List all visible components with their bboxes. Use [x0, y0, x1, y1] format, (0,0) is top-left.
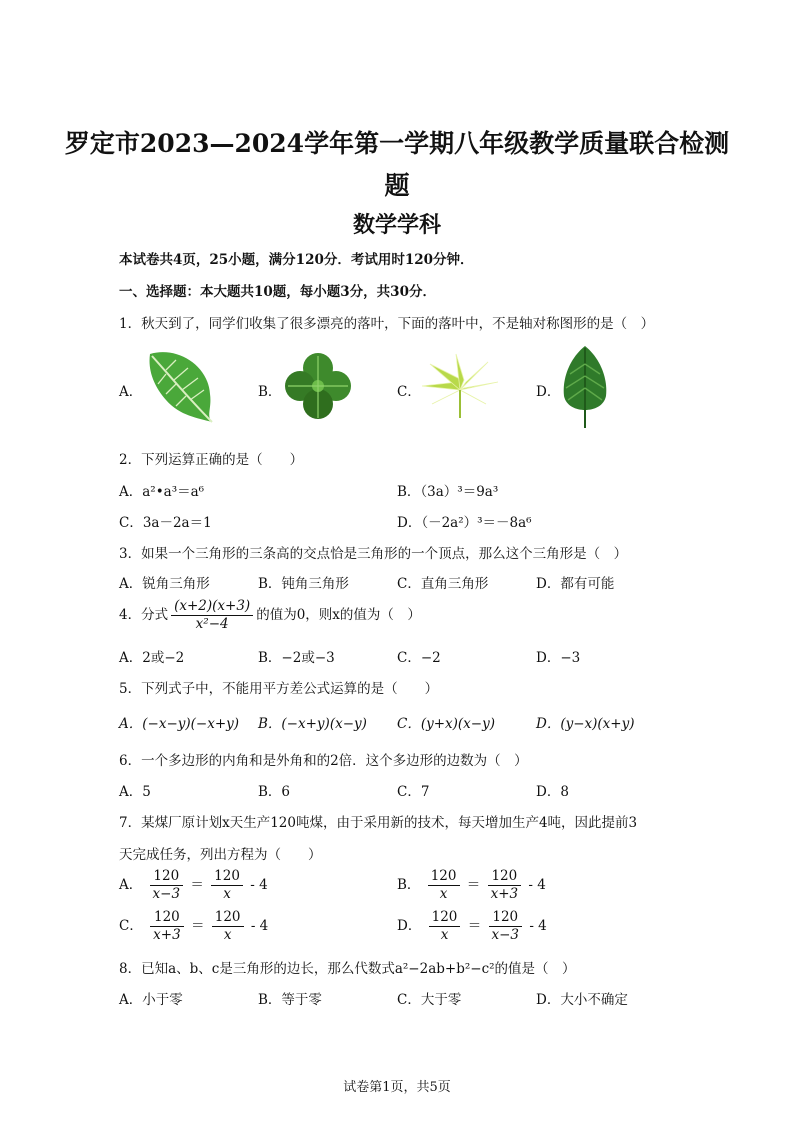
- q8-stem: 8．已知a、b、c是三角形的边长，那么代数式a²−2ab+b²−c²的值是（ ）: [119, 961, 576, 977]
- q7-c-left-num: 120: [150, 909, 184, 927]
- q1-option-a-label: A．: [119, 384, 143, 400]
- page-footer: 试卷第1页，共5页: [343, 1080, 451, 1095]
- q8-option-d: D．大小不确定: [536, 992, 628, 1008]
- q7-a-left-num: 120: [150, 868, 184, 886]
- section-1-heading: 一、选择题：本大题共10题，每小题3分，共30分．: [119, 284, 436, 300]
- q8-option-c: C．大于零: [397, 992, 462, 1008]
- q4-suffix: 的值为0，则x的值为（ ）: [256, 607, 421, 623]
- q7-option-d-label: D．: [397, 918, 422, 934]
- q4-denominator: x²−4: [195, 616, 229, 632]
- q7-d-left-num: 120: [429, 909, 461, 927]
- q2-stem: 2．下列运算正确的是（ ）: [119, 452, 304, 468]
- q7-d-right-fraction: [489, 909, 523, 944]
- q4-option-c: C．−2: [397, 650, 441, 666]
- q7-c-left-den: x+3: [153, 927, 181, 943]
- q5-option-b: B．(−x+y)(x−y): [258, 716, 367, 732]
- q7-stem-line2: 天完成任务，列出方程为（ ）: [119, 847, 322, 863]
- q6-stem: 6．一个多边形的内角和是外角和的2倍．这个多边形的边数为（ ）: [119, 753, 528, 769]
- q7-b-equals: ＝: [466, 877, 481, 893]
- q7-b-left-num: 120: [428, 868, 460, 886]
- q2-option-c: C．3a－2a＝1: [119, 515, 212, 531]
- leaf-d-image: [560, 344, 610, 430]
- q7-b-right-fraction: [488, 868, 522, 903]
- q6-option-b: B．6: [258, 784, 291, 800]
- leaf-a-image: [146, 348, 216, 424]
- q8-option-a: A．小于零: [119, 992, 183, 1008]
- q7-b-left-fraction: [428, 868, 460, 903]
- q5-option-a: A．(−x−y)(−x+y): [119, 716, 240, 732]
- q3-option-a: A．锐角三角形: [119, 576, 210, 592]
- q4-prefix: 4．分式: [119, 607, 169, 623]
- q1-option-b-label: B．: [258, 384, 282, 400]
- q6-option-d: D．8: [536, 784, 569, 800]
- q7-a-right-fraction: [211, 868, 243, 903]
- q7-stem-line1: 7．某煤厂原计划x天生产120吨煤，由于采用新的技术，每天增加生产4吨，因此提前3: [119, 815, 638, 831]
- q7-a-tail: - 4: [250, 877, 268, 893]
- subject-title: 数学学科: [352, 212, 441, 238]
- q1-option-d-label: D．: [536, 384, 561, 400]
- q7-option-d: [397, 909, 547, 944]
- q8-option-b: B．等于零: [258, 992, 322, 1008]
- q7-d-right-den: x−3: [491, 927, 520, 943]
- exam-intro: 本试卷共4页，25小题，满分120分．考试用时120分钟．: [119, 252, 474, 268]
- q4-option-d: D．−3: [536, 650, 581, 666]
- q5-stem: 5．下列式子中，不能用平方差公式运算的是（ ）: [119, 681, 439, 697]
- q7-option-a-label: A．: [119, 877, 143, 893]
- q7-a-equals: ＝: [190, 877, 204, 893]
- leaf-b-image: [284, 350, 352, 422]
- q7-d-tail: - 4: [529, 918, 547, 934]
- q7-c-tail: - 4: [250, 918, 269, 934]
- q6-option-c: C．7: [397, 784, 430, 800]
- q7-option-b: [397, 868, 546, 903]
- q1-option-c-label: C．: [397, 384, 421, 400]
- q7-a-right-num: 120: [211, 868, 243, 886]
- q2-option-b: B．（3a）³＝9a³: [397, 484, 499, 500]
- q7-d-left-den: x: [440, 927, 449, 943]
- q4-option-b: B．−2或−3: [258, 650, 335, 666]
- q7-b-right-den: x+3: [490, 886, 519, 902]
- q6-option-a: A．5: [119, 784, 151, 800]
- q4-option-a: A．2或−2: [119, 650, 185, 666]
- q7-option-c-label: C．: [119, 918, 143, 934]
- q4-stem: [119, 598, 421, 633]
- q7-b-right-num: 120: [488, 868, 522, 886]
- q7-c-left-fraction: [150, 909, 184, 944]
- q2-option-d: D．（－2a²）³＝－8a⁶: [397, 515, 532, 531]
- q7-option-a: [119, 868, 268, 903]
- q5-option-d: D．(y−x)(x+y): [536, 716, 635, 732]
- q7-c-right-fraction: [212, 909, 244, 944]
- q3-stem: 3．如果一个三角形的三条高的交点恰是三角形的一个顶点，那么这个三角形是（ ）: [119, 546, 628, 562]
- q7-c-equals: ＝: [190, 918, 205, 934]
- q7-c-right-den: x: [223, 927, 232, 943]
- q5-option-c: C．(y+x)(x−y): [397, 716, 496, 732]
- q4-fraction: [171, 598, 253, 633]
- q3-option-b: B．钝角三角形: [258, 576, 349, 592]
- q2-option-a: A．a²•a³＝a⁶: [119, 484, 205, 500]
- leaf-c-image: [420, 352, 500, 420]
- exam-title-line2: 题: [384, 171, 410, 200]
- q7-a-left-fraction: [150, 868, 184, 903]
- q7-c-right-num: 120: [212, 909, 244, 927]
- q7-option-b-label: B．: [397, 877, 421, 893]
- q3-option-c: C．直角三角形: [397, 576, 489, 592]
- q7-a-right-den: x: [223, 886, 231, 902]
- q3-option-d: D．都有可能: [536, 576, 615, 592]
- q4-numerator: (x+2)(x+3): [171, 598, 253, 616]
- q7-d-equals: ＝: [467, 918, 482, 934]
- q1-stem: 1．秋天到了，同学们收集了很多漂亮的落叶，下面的落叶中，不是轴对称图形的是（ ）: [119, 316, 655, 332]
- q7-d-right-num: 120: [489, 909, 523, 927]
- q7-b-tail: - 4: [528, 877, 546, 893]
- q7-option-c: [119, 909, 268, 944]
- q7-b-left-den: x: [439, 886, 448, 902]
- exam-title-line1: 罗定市2023—2024学年第一学期八年级教学质量联合检测: [64, 129, 730, 158]
- q7-d-left-fraction: [429, 909, 461, 944]
- q7-a-left-den: x−3: [152, 886, 181, 902]
